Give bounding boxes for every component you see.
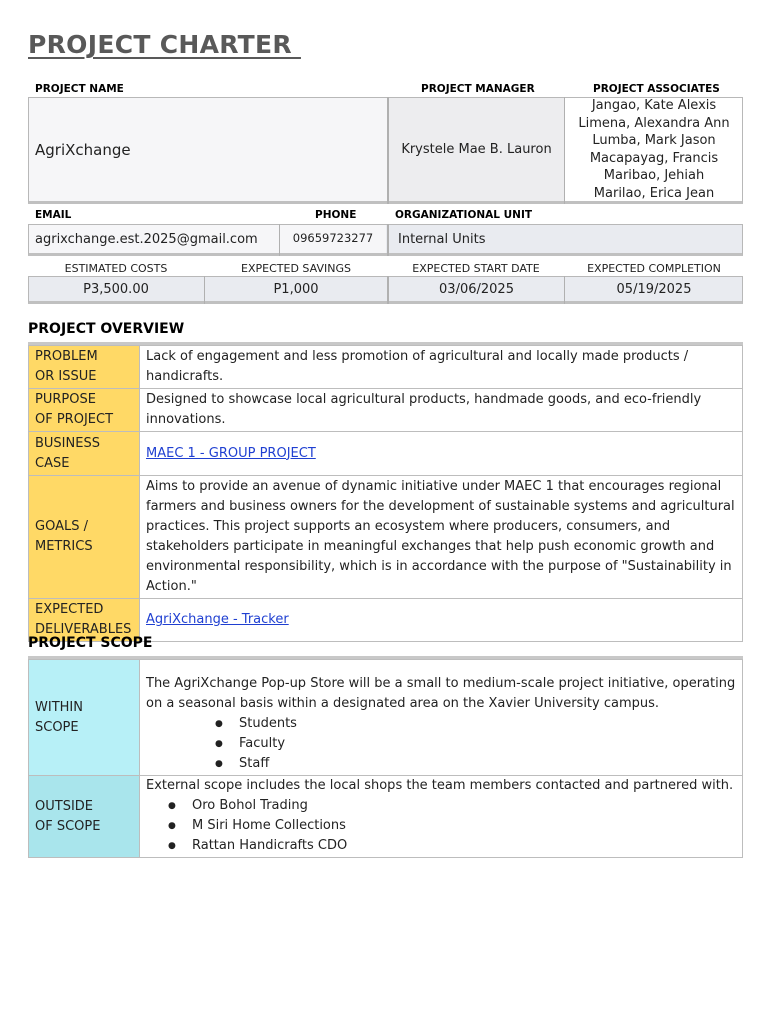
- label-line: PURPOSE: [35, 392, 96, 407]
- list-item: [192, 836, 736, 856]
- label-line: SCOPE: [35, 719, 79, 735]
- table-row: [29, 660, 743, 776]
- expected-savings-value: P1,000: [273, 282, 319, 297]
- deliverables-cell: [140, 599, 743, 642]
- divider: [387, 224, 389, 256]
- problem-label: [29, 346, 140, 389]
- associate-name: Limena, Alexandra Ann: [578, 115, 730, 131]
- purpose-text: Designed to showcase local agricultural products, handmade goods, and eco-friendly innovations.: [140, 389, 743, 432]
- list-item-text: Faculty: [239, 736, 286, 751]
- phone-value: 09659723277: [292, 231, 374, 245]
- org-unit-label: ORGANIZATIONAL UNIT: [395, 209, 533, 221]
- goals-text: Aims to provide an avenue of dynamic initiative under MAEC 1 that encourages regional farmers and business owners for the development of sustainable systems and agricultural practices. This project supports an ecosystem where producers, consumers, and stakeholders participate in meaningful exchanges that help push economic growth and environmental responsibility, which is in accordance with the purpose of "Sustainability in Action.": [140, 476, 743, 599]
- table-row: [29, 776, 743, 858]
- deliverables-link[interactable]: AgriXchange - Tracker: [146, 612, 289, 627]
- outside-scope-list: [146, 796, 736, 856]
- email-label: EMAIL: [35, 209, 72, 221]
- expected-start-label: EXPECTED START DATE: [412, 262, 540, 275]
- email-value: agrixchange.est.2025@gmail.com: [35, 232, 258, 247]
- project-scope-table: [28, 659, 743, 858]
- project-name-label: PROJECT NAME: [35, 83, 124, 95]
- table-row: [29, 389, 743, 432]
- label-line: DELIVERABLES: [35, 622, 132, 637]
- label-line: OUTSIDE: [35, 798, 93, 814]
- list-item: [192, 816, 736, 836]
- project-manager: Krystele Mae B. Lauron: [401, 142, 552, 157]
- goals-label: [29, 476, 140, 599]
- business-case-cell: [140, 432, 743, 476]
- label-line: OR ISSUE: [35, 369, 97, 384]
- associate-name: Marilao, Erica Jean: [593, 185, 715, 201]
- list-item: [239, 714, 736, 734]
- project-name: AgriXchange: [35, 141, 131, 159]
- expected-savings-label: EXPECTED SAVINGS: [241, 262, 351, 275]
- expected-completion-value: 05/19/2025: [616, 282, 692, 297]
- phone-label: PHONE: [315, 209, 357, 221]
- within-scope-text: The AgriXchange Pop-up Store will be a small to medium-scale project initiative, operating on a seasonal basis within a designated area on the Xavier University campus.: [146, 676, 736, 711]
- estimated-costs-label: ESTIMATED COSTS: [64, 262, 168, 275]
- estimated-costs-value: P3,500.00: [83, 282, 149, 297]
- purpose-label: [29, 389, 140, 432]
- outside-scope-label: [29, 776, 140, 858]
- project-overview-table: [28, 345, 743, 642]
- list-item-text: Rattan Handicrafts CDO: [192, 838, 348, 853]
- project-manager-label: PROJECT MANAGER: [421, 83, 535, 95]
- within-scope-list: [146, 714, 736, 774]
- table-row: [29, 476, 743, 599]
- project-associates-label: PROJECT ASSOCIATES: [593, 83, 720, 95]
- label-line: METRICS: [35, 539, 93, 554]
- project-scope-heading: PROJECT SCOPE: [28, 635, 153, 651]
- list-item-text: M Siri Home Collections: [192, 818, 346, 833]
- associate-name: Macapayag, Francis: [589, 150, 719, 166]
- list-item-text: Oro Bohol Trading: [192, 798, 308, 813]
- org-unit-value: Internal Units: [398, 232, 486, 247]
- project-overview-heading: PROJECT OVERVIEW: [28, 321, 185, 337]
- table-row: [29, 432, 743, 476]
- problem-text: Lack of engagement and less promotion of agricultural and locally made products / handicrafts.: [140, 346, 743, 389]
- business-case-link[interactable]: MAEC 1 - GROUP PROJECT: [146, 445, 316, 461]
- within-scope-cell: [140, 660, 743, 776]
- label-line: WITHIN: [35, 699, 83, 715]
- label-line: OF PROJECT: [35, 412, 114, 427]
- label-line: GOALS /: [35, 519, 88, 534]
- associate-name: Jangao, Kate Alexis: [591, 98, 717, 113]
- expected-completion-label: EXPECTED COMPLETION: [587, 262, 721, 275]
- list-item-text: Students: [239, 716, 297, 731]
- expected-start-value: 03/06/2025: [439, 282, 514, 297]
- label-line: PROBLEM: [35, 349, 98, 364]
- label-line: EXPECTED: [35, 602, 104, 617]
- label-line: OF SCOPE: [35, 818, 101, 834]
- page-title: PROJECT CHARTER: [28, 30, 301, 59]
- table-row: [29, 346, 743, 389]
- business-case-label: [29, 432, 140, 476]
- list-item: [192, 796, 736, 816]
- associate-name: Lumba, Mark Jason: [592, 133, 716, 149]
- list-item-text: Staff: [239, 756, 270, 771]
- label-line: BUSINESS: [35, 435, 100, 451]
- outside-scope-text: External scope includes the local shops the team members contacted and partnered with.: [146, 778, 734, 793]
- within-scope-label: [29, 660, 140, 776]
- list-item: [239, 754, 736, 774]
- project-associates-list: [565, 97, 743, 203]
- list-item: [239, 734, 736, 754]
- outside-scope-cell: [140, 776, 743, 858]
- label-line: CASE: [35, 455, 70, 471]
- associate-name: Maribao, Jehiah: [603, 168, 705, 184]
